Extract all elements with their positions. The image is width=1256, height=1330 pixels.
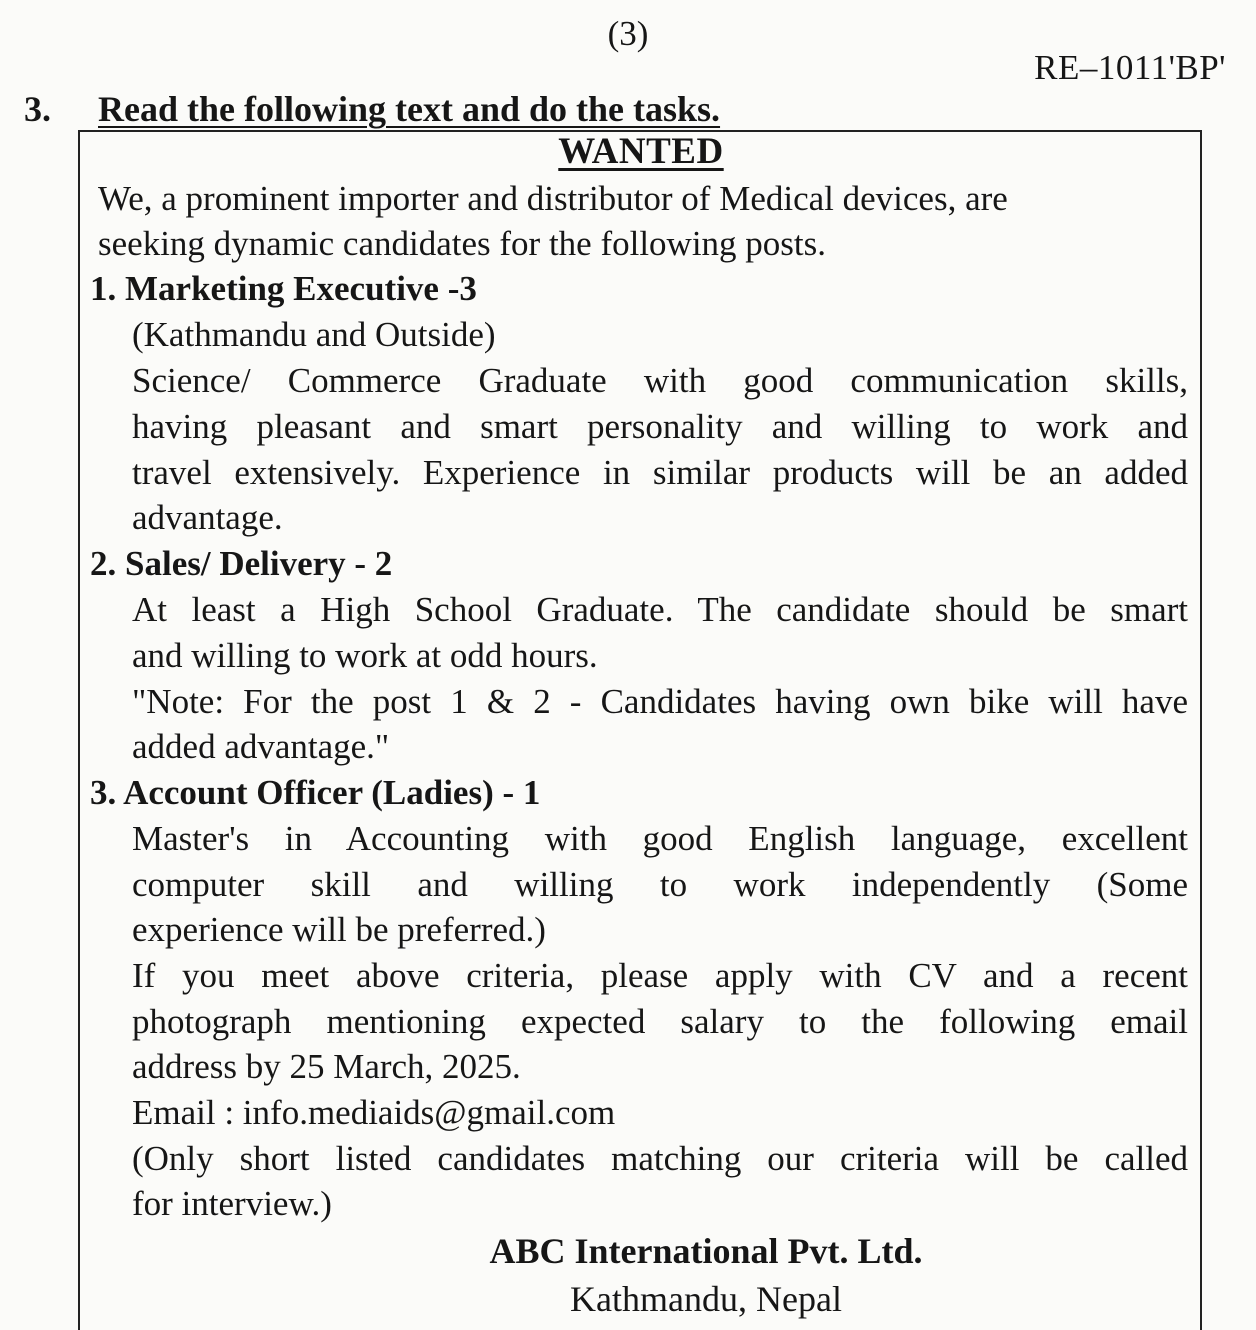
ad-intro-line: seeking dynamic candidates for the following posts.: [98, 224, 827, 263]
post-heading-sales-delivery: 2. Sales/ Delivery - 2: [90, 544, 393, 583]
paper-code: RE–1011'BP': [1034, 48, 1226, 87]
post-detail-line: advantage.: [132, 498, 283, 537]
post-detail-line: Master's in Accounting with good English language, excellent: [132, 819, 1188, 858]
contact-email: Email : info.mediaids@gmail.com: [132, 1093, 616, 1132]
company-location: Kathmandu, Nepal: [570, 1279, 842, 1319]
ad-intro-line: We, a prominent importer and distributor of Medical devices, are: [98, 179, 1008, 218]
post-detail-line: travel extensively. Experience in similar products will be an added: [132, 453, 1188, 492]
shortlist-note-line: (Only short listed candidates matching our criteria will be called: [132, 1139, 1188, 1178]
post-detail-line: having pleasant and smart personality and willing to work and: [132, 407, 1188, 446]
application-instruction-line: If you meet above criteria, please apply with CV and a recent: [132, 956, 1188, 995]
application-instruction-line: photograph mentioning expected salary to the following email: [132, 1002, 1188, 1041]
post-heading-account-officer: 3. Account Officer (Ladies) - 1: [90, 773, 541, 812]
question-number: 3.: [24, 89, 51, 129]
application-deadline-line: address by 25 March, 2025.: [132, 1047, 521, 1086]
ad-title: WANTED: [558, 131, 724, 172]
question-instruction: Read the following text and do the tasks.: [98, 89, 721, 129]
post-heading-marketing-executive: 1. Marketing Executive -3: [90, 269, 477, 308]
post-detail-line: (Kathmandu and Outside): [132, 315, 496, 354]
page-number: (3): [607, 14, 649, 53]
post-detail-line: At least a High School Graduate. The candidate should be smart: [132, 590, 1188, 629]
post-detail-line: experience will be preferred.): [132, 910, 546, 949]
post-detail-line: and willing to work at odd hours.: [132, 636, 598, 675]
post-detail-line: computer skill and willing to work independently (Some: [132, 865, 1188, 904]
shortlist-note-line: for interview.): [132, 1184, 332, 1223]
post-detail-line: Science/ Commerce Graduate with good communication skills,: [132, 361, 1188, 400]
company-name: ABC International Pvt. Ltd.: [489, 1231, 923, 1271]
note-line: added advantage.": [132, 727, 390, 766]
note-line: "Note: For the post 1 & 2 - Candidates having own bike will have: [132, 682, 1188, 721]
